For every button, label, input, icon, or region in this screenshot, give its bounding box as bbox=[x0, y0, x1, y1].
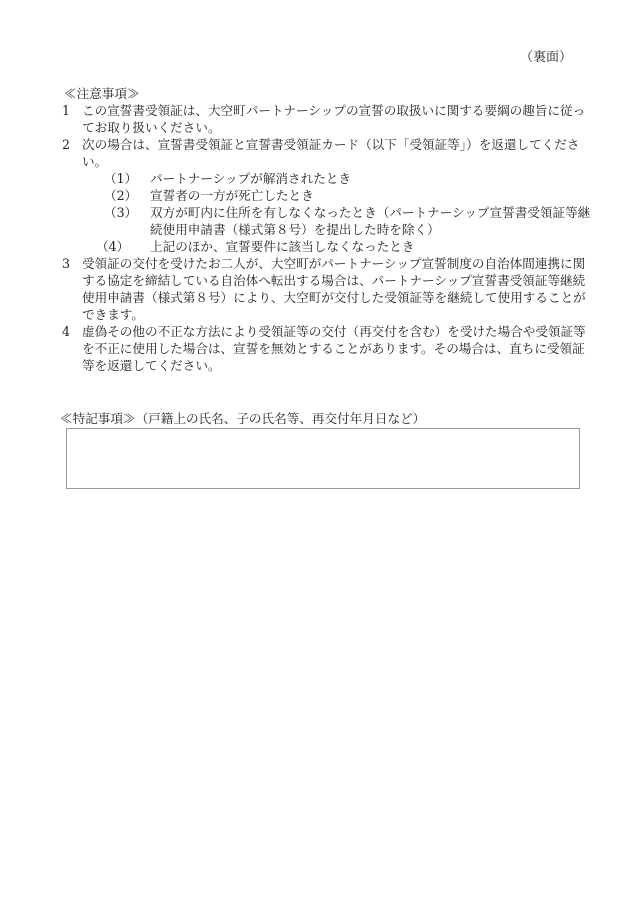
special-notes-heading: ≪特記事項≫（戸籍上の氏名、子の氏名等、再交付年月日など） bbox=[60, 411, 426, 426]
subitem-number: （4） bbox=[96, 239, 130, 254]
cautions-section bbox=[64, 85, 592, 374]
caution-number: 3 bbox=[62, 256, 71, 271]
caution-subitems bbox=[74, 170, 592, 255]
subitem-number: （3） bbox=[104, 205, 138, 220]
caution-subitem-3 bbox=[74, 204, 592, 238]
special-notes-box[interactable] bbox=[66, 428, 580, 489]
subitem-text: 上記のほか、宣誓要件に該当しなくなったとき bbox=[150, 239, 415, 254]
caution-item-4 bbox=[64, 323, 592, 374]
subitem-number: （1） bbox=[104, 171, 138, 186]
subitem-text: パートナーシップが解消されたとき bbox=[150, 171, 351, 186]
subitem-number: （2） bbox=[104, 188, 138, 203]
caution-text: 次の場合は、宣誓書受領証と宣誓書受領証カード（以下「受領証等」）を返還してください。 bbox=[82, 137, 580, 169]
caution-number: 4 bbox=[62, 324, 71, 339]
caution-text: 虚偽その他の不正な方法により受領証等の交付（再交付を含む）を受けた場合や受領証等を不正に使用した場合は、宣誓を無効とすることがあります。その場合は、直ちに受領証等を返還してください。 bbox=[82, 324, 586, 373]
caution-item-3 bbox=[64, 255, 592, 323]
caution-item-2 bbox=[64, 136, 592, 255]
back-side-label: （裏面） bbox=[519, 50, 572, 65]
caution-subitem-4 bbox=[74, 238, 592, 255]
subitem-text: 宣誓者の一方が死亡したとき bbox=[150, 188, 314, 203]
caution-text: この宣誓書受領証は、大空町パートナーシップの宣誓の取扱いに関する要綱の趣旨に従ってお取り扱いください。 bbox=[82, 103, 586, 135]
cautions-heading: ≪注意事項≫ bbox=[64, 86, 140, 101]
caution-subitem-2 bbox=[74, 187, 592, 204]
caution-number: 1 bbox=[62, 103, 71, 118]
caution-subitem-1 bbox=[74, 170, 592, 187]
caution-item-1 bbox=[64, 102, 592, 136]
subitem-text: 双方が町内に住所を有しなくなったとき（パートナーシップ宣誓書受領証等継続使用申請書（様式第８号）を提出した時を除く） bbox=[150, 205, 591, 237]
caution-number: 2 bbox=[62, 137, 71, 152]
caution-text: 受領証の交付を受けたお二人が、大空町がパートナーシップ宣誓制度の自治体間連携に関する協定を締結している自治体へ転出する場合は、パートナーシップ宣誓書受領証等継続使用申請書（様式第８号）により、大空町が交付した受領証等を継続して使用することができます。 bbox=[82, 256, 586, 322]
